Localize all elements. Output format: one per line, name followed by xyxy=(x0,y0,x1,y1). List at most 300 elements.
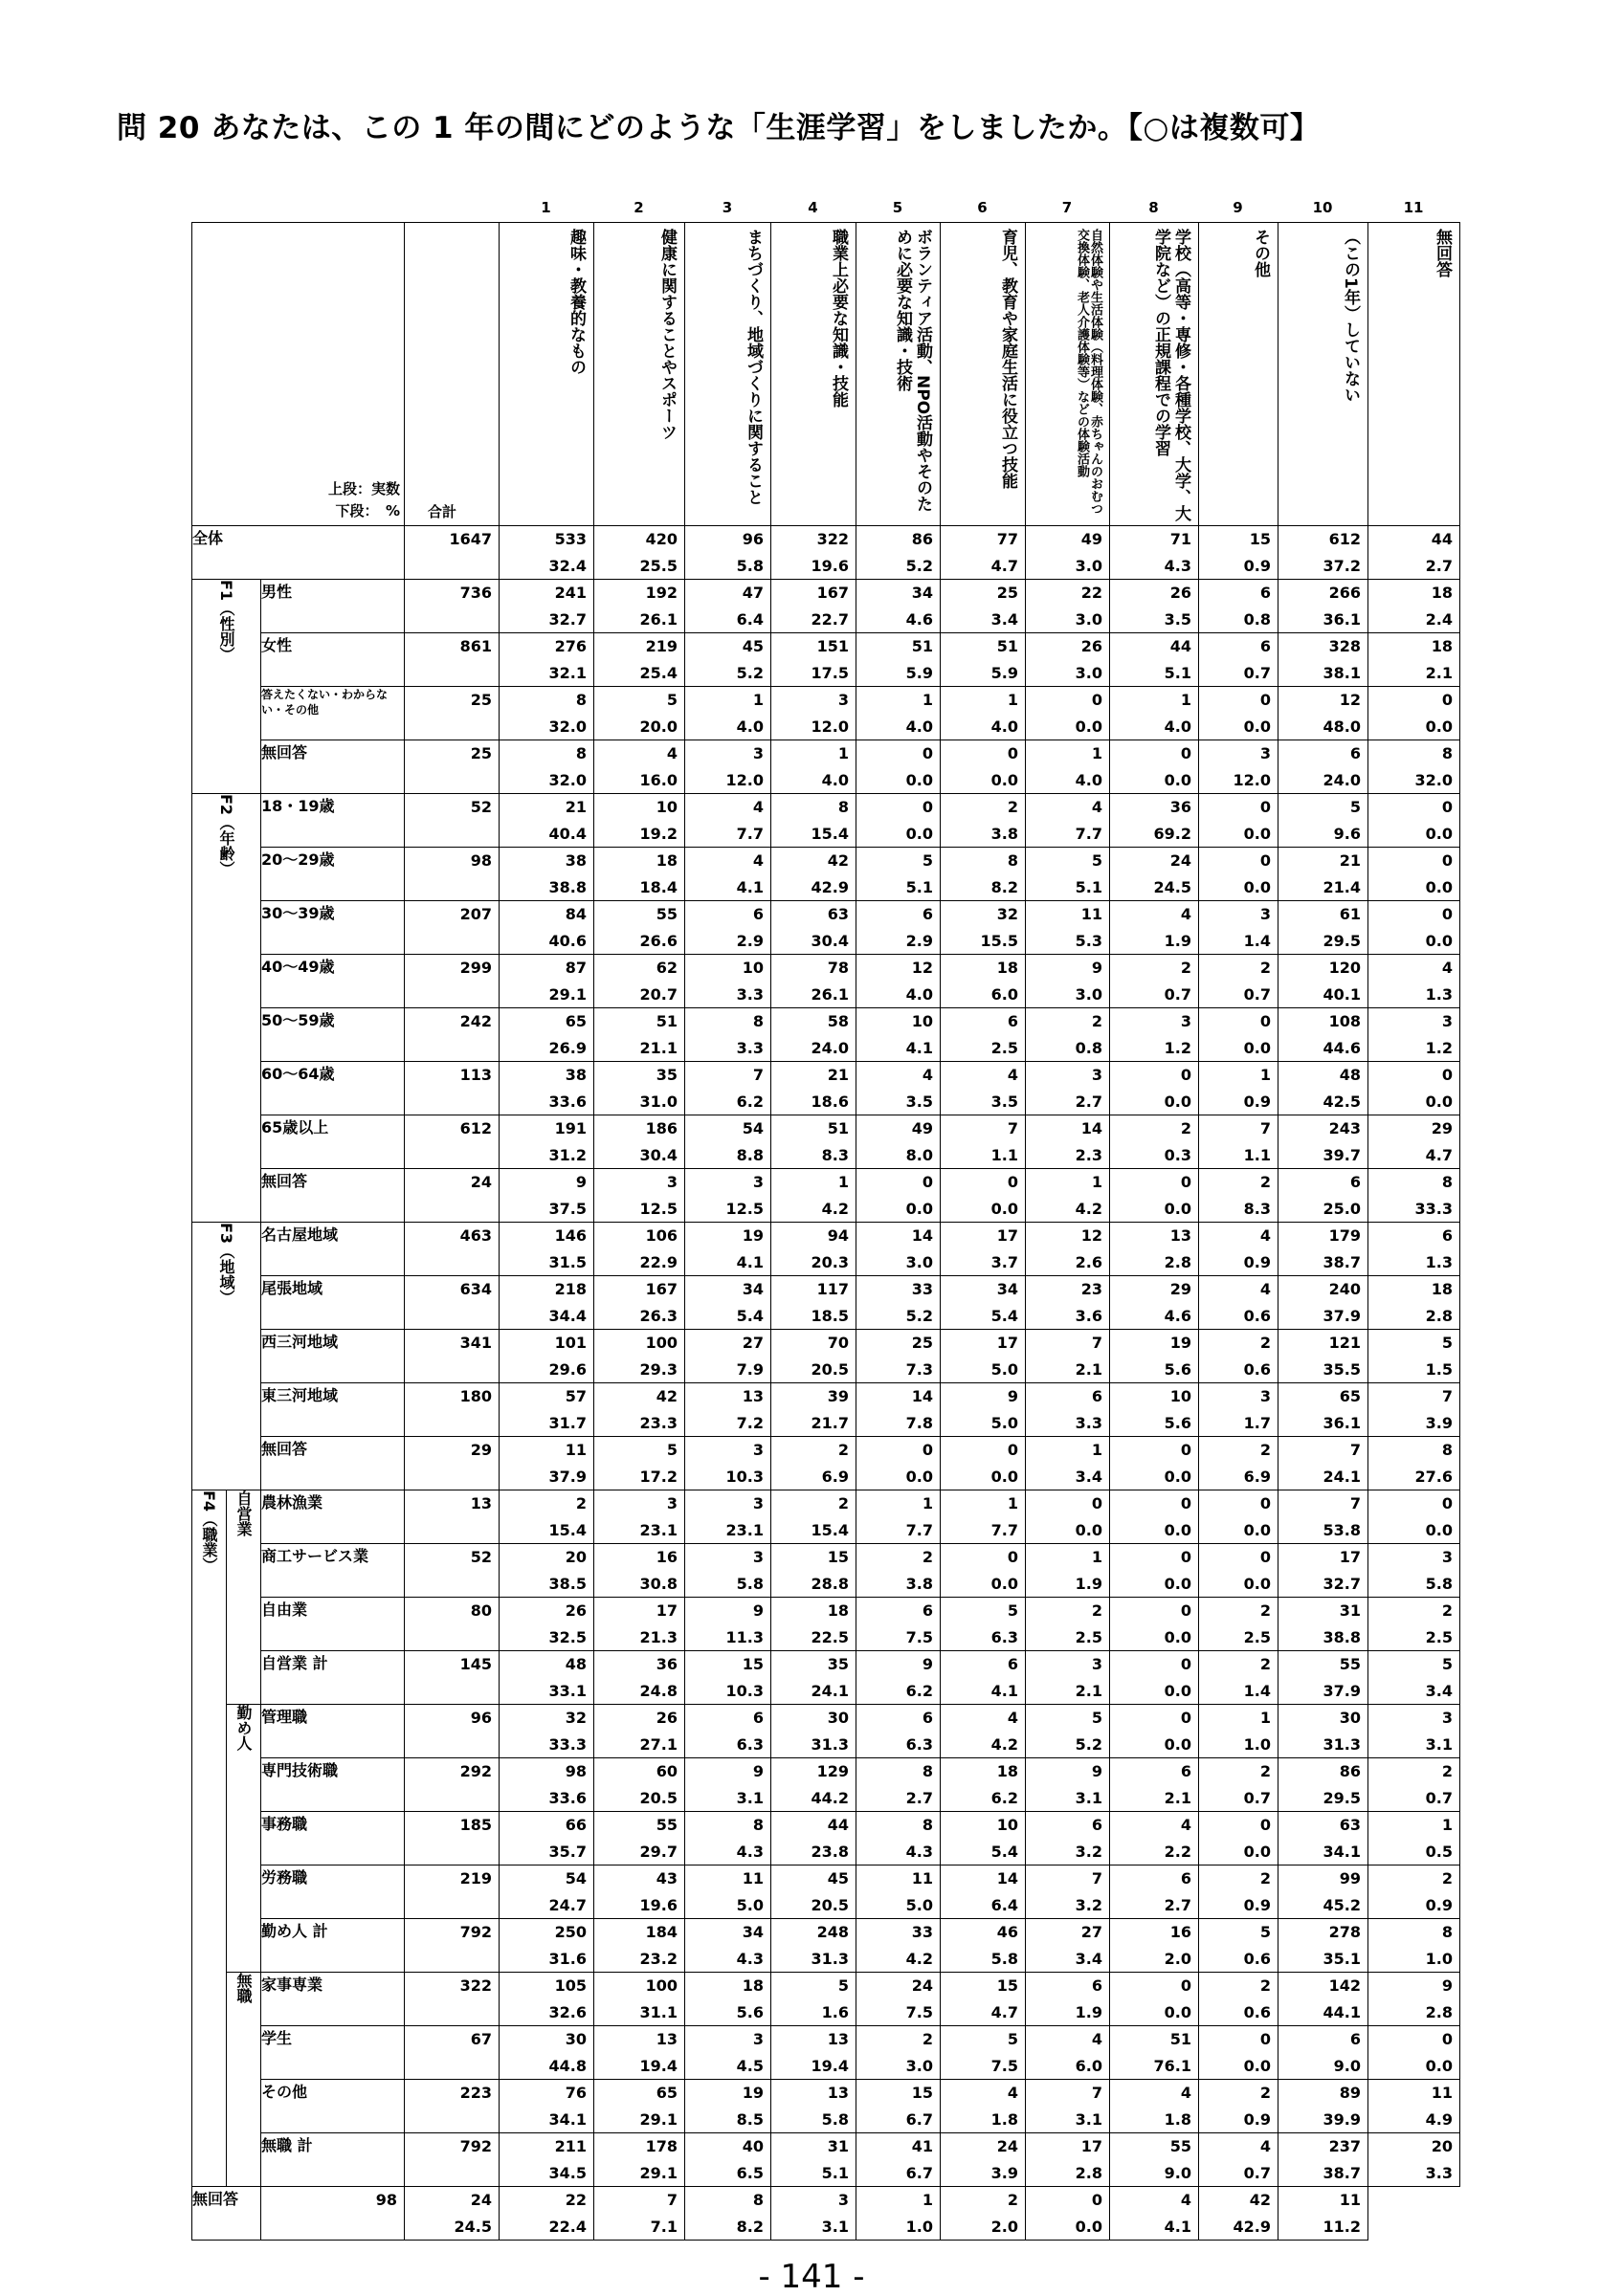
count-value: 43 xyxy=(656,1869,678,1888)
table-row xyxy=(192,740,1460,794)
count-value: 100 xyxy=(645,1976,678,1995)
percent-value: 5.8 xyxy=(821,2110,849,2129)
percent-value: 38.8 xyxy=(548,878,587,896)
count-value: 0 xyxy=(1259,1548,1271,1566)
data-cell xyxy=(685,1276,771,1330)
count-value: 15 xyxy=(742,1655,764,1673)
data-cell xyxy=(1199,1490,1278,1544)
percent-value: 6.9 xyxy=(821,1468,849,1486)
data-cell xyxy=(1110,794,1199,848)
data-cell xyxy=(1199,1169,1278,1223)
data-cell xyxy=(771,1973,856,2026)
count-value: 5 xyxy=(666,1441,678,1459)
data-cell xyxy=(685,1598,771,1651)
count-value: 0 xyxy=(1091,2191,1102,2209)
total-cell xyxy=(405,1223,500,1276)
data-cell xyxy=(941,580,1026,633)
data-cell xyxy=(1026,1651,1110,1705)
percent-value: 0.0 xyxy=(1075,718,1102,736)
data-cell xyxy=(1368,901,1460,955)
percent-value: 6.4 xyxy=(736,610,764,629)
percent-value: 0.0 xyxy=(905,1468,933,1486)
count-value: 4 xyxy=(1180,905,1191,923)
count-value: 55 xyxy=(656,905,678,923)
count-value: 7 xyxy=(1091,1869,1102,1888)
total-cell xyxy=(405,1330,500,1383)
data-cell xyxy=(941,1115,1026,1169)
data-cell xyxy=(1026,1490,1110,1544)
total-count: 98 xyxy=(375,2191,397,2209)
column-number: 10 xyxy=(1312,199,1333,216)
percent-value: 5.1 xyxy=(821,2164,849,2182)
data-cell xyxy=(941,526,1026,580)
data-cell xyxy=(856,1490,941,1544)
percent-value: 2.0 xyxy=(990,2218,1018,2236)
data-cell xyxy=(856,633,941,687)
count-value: 5 xyxy=(1441,1655,1453,1673)
data-cell xyxy=(1278,848,1368,901)
data-cell xyxy=(856,687,941,740)
total-cell xyxy=(261,2187,405,2241)
percent-value: 7.5 xyxy=(905,2003,933,2021)
percent-value: 44.1 xyxy=(1323,2003,1361,2021)
data-cell xyxy=(500,1490,594,1544)
count-value: 0 xyxy=(1180,1976,1191,1995)
count-value: 5 xyxy=(922,851,933,870)
data-cell xyxy=(1110,955,1199,1008)
data-cell xyxy=(1110,526,1199,580)
data-cell xyxy=(685,1062,771,1115)
count-value: 51 xyxy=(996,637,1018,655)
data-cell xyxy=(1368,1544,1460,1598)
percent-value: 3.1 xyxy=(821,2218,849,2236)
row-label: 事務職 xyxy=(261,1812,405,1866)
crosstab-table-container xyxy=(191,222,1460,2241)
percent-value: 1.8 xyxy=(990,2110,1018,2129)
count-value: 63 xyxy=(1339,1816,1361,1834)
data-cell xyxy=(1199,1758,1278,1812)
count-value: 184 xyxy=(645,1923,678,1941)
count-value: 87 xyxy=(565,959,587,977)
count-value: 192 xyxy=(645,584,678,602)
count-value: 33 xyxy=(911,1280,933,1298)
percent-value: 31.3 xyxy=(811,1950,849,1968)
count-value: 1 xyxy=(1259,1066,1271,1084)
count-value: 11 xyxy=(1339,2191,1361,2209)
data-cell xyxy=(594,848,685,901)
count-value: 86 xyxy=(1339,1762,1361,1780)
data-cell xyxy=(1368,2026,1460,2080)
row-label: 18・19歳 xyxy=(261,794,405,848)
percent-value: 23.1 xyxy=(639,1521,678,1539)
column-number: 3 xyxy=(722,199,733,216)
data-cell xyxy=(771,1705,856,1758)
percent-value: 1.6 xyxy=(821,2003,849,2021)
data-cell xyxy=(1026,2187,1110,2241)
count-value: 12 xyxy=(911,959,933,977)
total-blank xyxy=(405,1892,499,1918)
data-cell xyxy=(594,1651,685,1705)
count-value: 179 xyxy=(1328,1226,1361,1245)
data-cell xyxy=(771,2080,856,2133)
count-value: 34 xyxy=(911,584,933,602)
count-value: 6 xyxy=(752,1709,764,1727)
percent-value: 25.4 xyxy=(639,664,678,682)
data-cell xyxy=(1026,1598,1110,1651)
count-value: 84 xyxy=(565,905,587,923)
count-value: 1 xyxy=(922,2191,933,2209)
count-value: 186 xyxy=(645,1119,678,1137)
data-cell xyxy=(856,580,941,633)
data-cell xyxy=(771,1383,856,1437)
count-value: 24 xyxy=(996,2137,1018,2155)
count-value: 18 xyxy=(996,959,1018,977)
percent-value: 32.1 xyxy=(548,664,587,682)
data-cell xyxy=(500,1866,594,1919)
count-value: 2 xyxy=(1259,2084,1271,2102)
count-value: 49 xyxy=(1080,530,1102,548)
percent-value: 24.1 xyxy=(1323,1468,1361,1486)
percent-value: 33.3 xyxy=(548,1735,587,1754)
total-count: 113 xyxy=(459,1066,492,1084)
percent-value: 0.0 xyxy=(1075,2218,1102,2236)
data-cell xyxy=(594,1490,685,1544)
table-row xyxy=(192,1758,1460,1812)
percent-value: 29.6 xyxy=(548,1360,587,1379)
data-cell xyxy=(1026,794,1110,848)
data-cell xyxy=(941,1758,1026,1812)
percent-value: 2.3 xyxy=(1075,1146,1102,1164)
count-value: 0 xyxy=(1259,798,1271,816)
total-blank xyxy=(405,1946,499,1972)
percent-value: 2.8 xyxy=(1164,1253,1191,1271)
percent-value: 9.6 xyxy=(1333,825,1361,843)
percent-value: 3.8 xyxy=(990,825,1018,843)
count-value: 1 xyxy=(1441,1816,1453,1834)
total-count: 207 xyxy=(459,905,492,923)
data-cell xyxy=(1278,1169,1368,1223)
data-cell xyxy=(1368,1598,1460,1651)
data-cell xyxy=(1278,1812,1368,1866)
count-value: 0 xyxy=(1441,1066,1453,1084)
data-cell xyxy=(1199,1223,1278,1276)
count-value: 6 xyxy=(1349,744,1361,762)
total-blank xyxy=(405,2160,499,2186)
count-value: 15 xyxy=(996,1976,1018,1995)
count-value: 33 xyxy=(911,1923,933,1941)
count-value: 2 xyxy=(922,1548,933,1566)
count-value: 9 xyxy=(1007,1387,1018,1405)
group-label-jieigyo xyxy=(227,1490,261,1705)
count-value: 2 xyxy=(1091,1601,1102,1620)
percent-value: 39.9 xyxy=(1323,2110,1361,2129)
data-cell xyxy=(941,2133,1026,2187)
data-cell xyxy=(685,1383,771,1437)
total-count: 792 xyxy=(459,1923,492,1941)
data-cell xyxy=(500,1758,594,1812)
count-value: 6 xyxy=(1349,1173,1361,1191)
data-cell xyxy=(500,740,594,794)
data-cell xyxy=(1026,1437,1110,1490)
percent-value: 3.9 xyxy=(1425,1414,1453,1432)
count-value: 34 xyxy=(996,1280,1018,1298)
data-cell xyxy=(771,1169,856,1223)
count-value: 17 xyxy=(996,1226,1018,1245)
count-value: 2 xyxy=(1441,1869,1453,1888)
count-value: 3 xyxy=(752,2030,764,2048)
count-value: 0 xyxy=(1180,1548,1191,1566)
total-count: 52 xyxy=(470,798,492,816)
percent-value: 1.0 xyxy=(905,2218,933,2236)
percent-value: 0.9 xyxy=(1243,1896,1271,1914)
data-cell xyxy=(856,2080,941,2133)
data-cell xyxy=(685,1544,771,1598)
column-number: 9 xyxy=(1233,199,1243,216)
count-value: 8 xyxy=(922,1816,933,1834)
row-label: 専門技術職 xyxy=(261,1758,405,1812)
percent-value: 20.5 xyxy=(639,1789,678,1807)
count-value: 6 xyxy=(1091,1976,1102,1995)
count-value: 18 xyxy=(996,1762,1018,1780)
percent-value: 0.9 xyxy=(1243,2110,1271,2129)
total-cell xyxy=(405,2133,500,2187)
count-value: 129 xyxy=(816,1762,849,1780)
percent-value: 8.8 xyxy=(736,1146,764,1164)
total-count: 98 xyxy=(470,851,492,870)
count-value: 54 xyxy=(742,1119,764,1137)
percent-value: 5.0 xyxy=(990,1360,1018,1379)
count-value: 2 xyxy=(575,1494,587,1512)
row-label: 30～39歳 xyxy=(261,901,405,955)
data-cell xyxy=(1278,955,1368,1008)
percent-value: 25.0 xyxy=(1323,1200,1361,1218)
data-cell xyxy=(771,2187,856,2241)
data-cell xyxy=(771,955,856,1008)
table-row xyxy=(192,1383,1460,1437)
percent-value: 0.0 xyxy=(1164,1628,1191,1646)
data-cell xyxy=(1368,1705,1460,1758)
percent-value: 31.6 xyxy=(548,1950,587,1968)
percent-value: 4.1 xyxy=(736,1253,764,1271)
data-cell xyxy=(500,1919,594,1973)
data-cell xyxy=(1368,1866,1460,1919)
percent-value: 31.5 xyxy=(548,1253,587,1271)
column-header xyxy=(1368,223,1460,526)
count-value: 121 xyxy=(1328,1334,1361,1352)
percent-value: 38.7 xyxy=(1323,2164,1361,2182)
data-cell xyxy=(941,2187,1026,2241)
percent-value: 3.3 xyxy=(1425,2164,1453,2182)
percent-value: 4.2 xyxy=(1075,1200,1102,1218)
percent-value: 1.9 xyxy=(1075,2003,1102,2021)
count-value: 63 xyxy=(827,905,849,923)
data-cell xyxy=(1278,1008,1368,1062)
count-value: 237 xyxy=(1328,2137,1361,2155)
total-cell xyxy=(405,1973,500,2026)
data-cell xyxy=(1278,1383,1368,1437)
count-value: 16 xyxy=(1169,1923,1191,1941)
table-row xyxy=(192,1919,1460,1973)
count-value: 0 xyxy=(1259,1494,1271,1512)
percent-value: 25.5 xyxy=(639,557,678,575)
total-cell xyxy=(405,1598,500,1651)
data-cell xyxy=(1110,1115,1199,1169)
percent-value: 4.7 xyxy=(1425,1146,1453,1164)
count-value: 30 xyxy=(1339,1709,1361,1727)
percent-value: 20.0 xyxy=(639,718,678,736)
total-cell xyxy=(405,1383,500,1437)
data-cell xyxy=(594,901,685,955)
count-value: 0 xyxy=(1091,1494,1102,1512)
total-cell xyxy=(405,1758,500,1812)
count-value: 35 xyxy=(656,1066,678,1084)
percent-value: 2.9 xyxy=(736,932,764,950)
count-value: 5 xyxy=(837,1976,849,1995)
total-cell xyxy=(405,1490,500,1544)
percent-value: 0.5 xyxy=(1425,1843,1453,1861)
total-count: 24 xyxy=(470,1173,492,1191)
row-label: 尾張地域 xyxy=(261,1276,405,1330)
total-cell xyxy=(405,1705,500,1758)
data-cell xyxy=(685,901,771,955)
data-cell xyxy=(1278,1651,1368,1705)
percent-value: 19.6 xyxy=(639,1896,678,1914)
count-value: 0 xyxy=(1180,1601,1191,1620)
percent-value: 0.0 xyxy=(1425,1093,1453,1111)
percent-value: 23.8 xyxy=(811,1843,849,1861)
data-cell xyxy=(594,1276,685,1330)
data-cell xyxy=(856,2133,941,2187)
data-cell xyxy=(685,848,771,901)
column-header-label: まちづくり、地域づくりに関すること xyxy=(744,229,763,505)
group-label-text: F4（職業） xyxy=(200,1490,218,1574)
percent-value: 29.5 xyxy=(1323,932,1361,950)
data-cell xyxy=(685,1008,771,1062)
column-header xyxy=(594,223,685,526)
count-value: 7 xyxy=(1091,2084,1102,2102)
total-cell xyxy=(405,1919,500,1973)
count-value: 45 xyxy=(827,1869,849,1888)
count-value: 1 xyxy=(1091,1441,1102,1459)
percent-value: 0.0 xyxy=(1425,825,1453,843)
percent-value: 2.7 xyxy=(905,1789,933,1807)
percent-value: 69.2 xyxy=(1153,825,1191,843)
data-cell xyxy=(1278,740,1368,794)
data-cell xyxy=(1199,1919,1278,1973)
count-value: 31 xyxy=(1339,1601,1361,1620)
table-row xyxy=(192,580,1460,633)
total-blank xyxy=(405,714,499,740)
data-cell xyxy=(594,1866,685,1919)
count-value: 3 xyxy=(752,1494,764,1512)
percent-value: 0.0 xyxy=(905,825,933,843)
percent-value: 20.7 xyxy=(639,985,678,1004)
percent-value: 10.3 xyxy=(725,1682,764,1700)
data-cell xyxy=(685,1866,771,1919)
data-cell xyxy=(1278,2080,1368,2133)
data-cell xyxy=(594,794,685,848)
percent-value: 2.1 xyxy=(1425,664,1453,682)
count-value: 1 xyxy=(922,1494,933,1512)
percent-value: 6.3 xyxy=(990,1628,1018,1646)
row-label: 無回答 xyxy=(261,1437,405,1490)
data-cell xyxy=(1110,2026,1199,2080)
count-value: 6 xyxy=(922,1601,933,1620)
percent-value: 8.2 xyxy=(990,878,1018,896)
data-cell xyxy=(1110,687,1199,740)
percent-value: 11.2 xyxy=(1323,2218,1361,2236)
row-label: 学生 xyxy=(261,2026,405,2080)
percent-value: 9.0 xyxy=(1164,2164,1191,2182)
data-cell xyxy=(685,2133,771,2187)
count-value: 17 xyxy=(996,1334,1018,1352)
percent-value: 4.0 xyxy=(821,771,849,789)
data-cell xyxy=(1278,1973,1368,2026)
count-value: 11 xyxy=(1431,2084,1453,2102)
percent-value: 5.1 xyxy=(1164,664,1191,682)
count-value: 2 xyxy=(1091,1012,1102,1030)
percent-value: 0.0 xyxy=(1164,2003,1191,2021)
data-cell xyxy=(594,1919,685,1973)
count-value: 5 xyxy=(1007,1601,1018,1620)
data-cell xyxy=(594,1598,685,1651)
data-cell xyxy=(594,740,685,794)
percent-value: 7.2 xyxy=(736,1414,764,1432)
data-cell xyxy=(500,1544,594,1598)
percent-value: 29.1 xyxy=(548,985,587,1004)
total-cell xyxy=(405,1437,500,1490)
count-value: 178 xyxy=(645,2137,678,2155)
count-value: 19 xyxy=(1169,1334,1191,1352)
count-value: 25 xyxy=(911,1334,933,1352)
percent-value: 0.7 xyxy=(1164,985,1191,1004)
count-value: 1 xyxy=(837,1173,849,1191)
column-number: 11 xyxy=(1403,199,1424,216)
count-value: 7 xyxy=(1349,1441,1361,1459)
data-cell xyxy=(1368,633,1460,687)
percent-value: 0.0 xyxy=(905,1200,933,1218)
percent-value: 8.0 xyxy=(905,1146,933,1164)
column-header xyxy=(500,223,594,526)
percent-value: 4.2 xyxy=(821,1200,849,1218)
percent-value: 5.1 xyxy=(1075,878,1102,896)
count-value: 8 xyxy=(752,2191,764,2209)
data-cell xyxy=(1026,1330,1110,1383)
count-value: 266 xyxy=(1328,584,1361,602)
count-value: 5 xyxy=(1349,798,1361,816)
count-value: 20 xyxy=(565,1548,587,1566)
column-header xyxy=(941,223,1026,526)
table-row xyxy=(192,1008,1460,1062)
count-value: 101 xyxy=(554,1334,587,1352)
count-value: 29 xyxy=(1169,1280,1191,1298)
percent-value: 37.9 xyxy=(1323,1682,1361,1700)
count-value: 14 xyxy=(911,1387,933,1405)
count-value: 13 xyxy=(827,2030,849,2048)
count-value: 218 xyxy=(554,1280,587,1298)
data-cell xyxy=(500,633,594,687)
percent-value: 2.5 xyxy=(1425,1628,1453,1646)
percent-value: 26.1 xyxy=(811,985,849,1004)
data-cell xyxy=(500,1705,594,1758)
data-cell xyxy=(1278,2026,1368,2080)
count-value: 4 xyxy=(1091,2030,1102,2048)
percent-value: 3.0 xyxy=(1075,985,1102,1004)
data-cell xyxy=(594,1973,685,2026)
total-count: 341 xyxy=(459,1334,492,1352)
data-cell xyxy=(941,1062,1026,1115)
percent-value: 6.3 xyxy=(905,1735,933,1754)
